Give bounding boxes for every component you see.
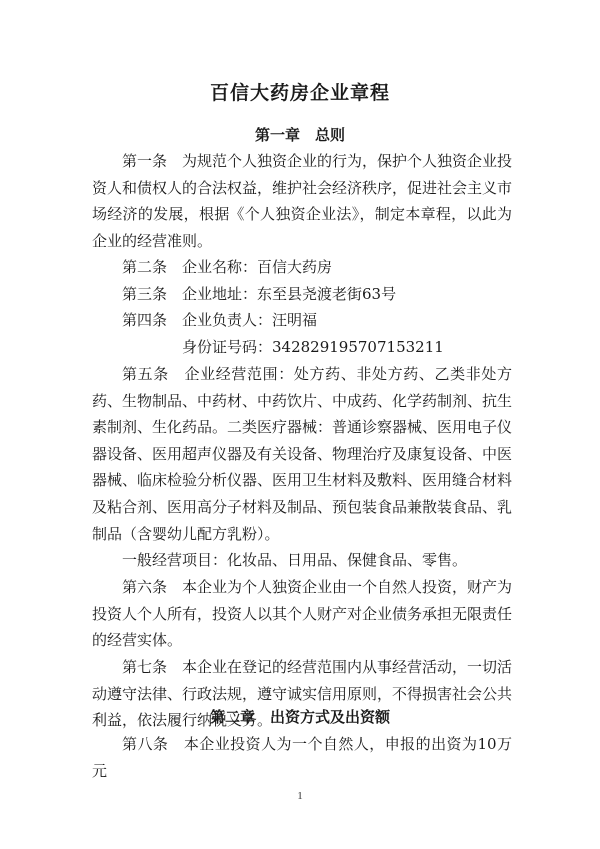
article-4: 第四条 企业负责人：汪明福 [122,311,318,329]
article-1: 第一条 为规范个人独资企业的行为，保护个人独资企业投资人和债权人的合法权益，维护社会经济秩序，促进社会主义市场经济的发展，根据《个人独资企业法》，制定本章程，以此为企业的经营准则。 [92,152,513,250]
chapter-1-heading: 第一章 总则 [254,126,345,144]
general-business-items: 一般经营项目：化妆品、日用品、保健食品、零售。 [122,551,468,569]
article-2: 第二条 企业名称：百信大药房 [122,258,333,276]
article-4-id-number: 身份证号码：342829195707153211 [182,338,444,356]
page-number: 1 [297,790,303,802]
article-6: 第六条 本企业为个人独资企业由一个自然人投资，财产为投资人个人所有，投资人以其个人财产对企业债务承担无限责任的经营实体。 [92,578,513,650]
article-3: 第三条 企业地址：东至县尧渡老街63号 [122,285,397,303]
article-8: 第八条 本企业投资人为一个自然人，申报的出资为10万元 [92,735,512,780]
document-title: 百信大药房企业章程 [209,82,390,104]
article-7: 第七条 本企业在登记的经营范围内从事经营活动，一切活动遵守法律、行政法规，遵守诚实信用原则，不得损害社会公共利益，依法履行纳税义务。 [92,658,513,730]
chapter-2-heading: 第二章 出资方式及出资额 [209,708,390,726]
article-5: 第五条 企业经营范围：处方药、非处方药、乙类非处方药、生物制品、中药材、中药饮片、中成药、化学药制剂、抗生素制剂、生化药品。二类医疗器械：普通诊察器械、医用电子仪器设备、医用超声仪器及有关设备、物理治疗及康复设备、中医器械、临床检验分析仪器、医用卫生材料及敷料、医用缝合材料及粘合剂、医用高分子材料及制品、预包装食品兼散装食品、乳制品（含婴幼儿配方乳粉）。 [92,365,513,543]
